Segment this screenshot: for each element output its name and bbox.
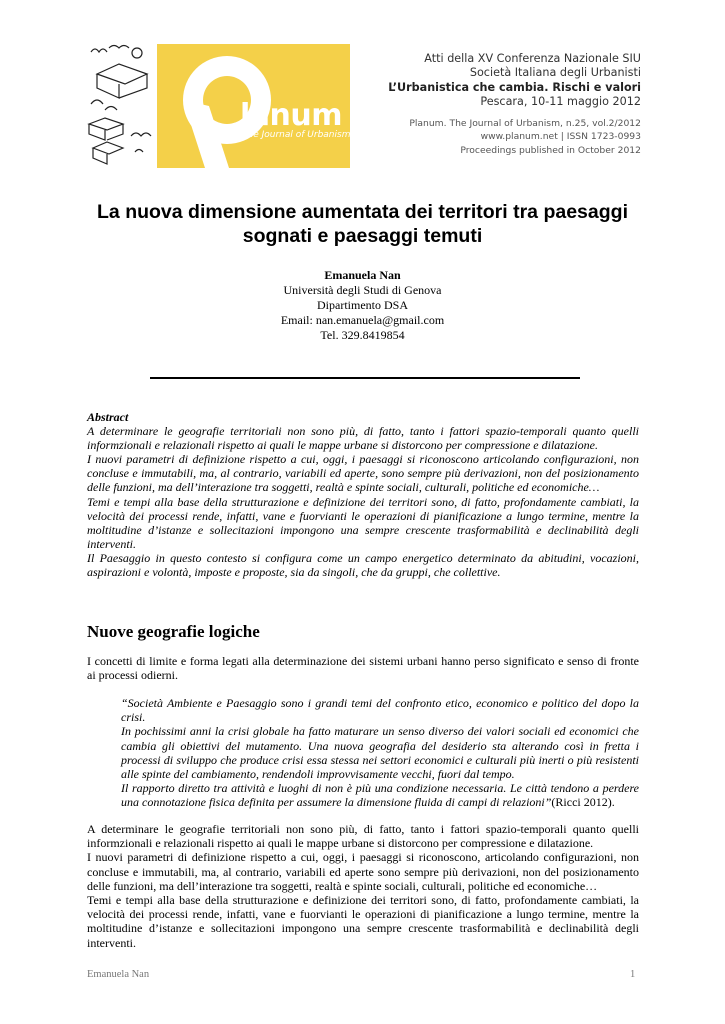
paper-title bbox=[60, 200, 665, 248]
author-affiliation: Università degli Studi di Genova bbox=[283, 283, 442, 297]
section-heading: Nuove geografie logiche bbox=[87, 622, 260, 641]
blockquote bbox=[121, 696, 639, 810]
conference-info bbox=[388, 52, 641, 158]
body-paragraph: I nuovi parametri di definizione rispetto a cui, oggi, i paesaggi si riconoscono, articolando configurazioni, non concluse e immutabili, ma, al contrario, variabili ed aperte sono sempre più derivazioni, non del posizionamento delle funzioni, ma dell’interazione tra soggetti, realtà e spinte sociali, culturali, politiche ed economiche… bbox=[87, 850, 639, 893]
body-text bbox=[87, 822, 639, 950]
conference-date: Pescara, 10-11 maggio 2012 bbox=[480, 95, 641, 109]
journal-line: Proceedings published in October 2012 bbox=[460, 145, 641, 157]
conference-line: Atti della XV Conferenza Nazionale SIU bbox=[424, 52, 641, 65]
abstract-paragraph: Temi e tempi alla base della strutturazione e definizione dei territori sono, di fatto, profondamente cambiati, la velocità dei processi rende, infatti, vane e fuorvianti le operazioni di pianificazione a lungo termine, mentre la moltitudine d’istanze e sollecitazioni impongono una sempre crescente trasformabilità e declinabilità degli interventi. bbox=[87, 494, 639, 551]
author-department: Dipartimento DSA bbox=[317, 298, 408, 312]
quote-citation: (Ricci 2012). bbox=[551, 795, 615, 810]
title-line: La nuova dimensione aumentata dei territori tra paesaggi bbox=[97, 201, 628, 223]
city-sketch-illustration bbox=[87, 44, 157, 168]
abstract-heading: Abstract bbox=[87, 410, 129, 424]
journal-line: Planum. The Journal of Urbanism, n.25, vol.2/2012 bbox=[409, 117, 641, 129]
quote-text: Il rapporto diretto tra attività e luoghi di non è più una condizione necessaria. Le città tendono a perdere una connotazione fisica definita per assumere la dimensione fluida di campi di relazioni” bbox=[121, 781, 639, 810]
quote-paragraph: In pochissimi anni la crisi globale ha fatto maturare un senso diverso dei valori sociali ed economici che cambia gli obiettivi del mutamento. Una nuova geografia del desiderio sta alterando così in fretta i processi di sviluppo che produce crisi essa stessa nei settori economici e culturali più inerti o più resistenti alle spinte del cambiamento, rendendoli improvvisamente vecchi, fuori dal tempo. bbox=[121, 724, 639, 782]
divider bbox=[150, 377, 580, 379]
author-name: Emanuela Nan bbox=[324, 268, 401, 282]
abstract-paragraph: A determinare le geografie territoriali non sono più, di fatto, tanto i fattori spazio-temporali quanto quelli informzionali e relazionali rispetto ai quali le mappe urbane si distorcono per compressione e dilatazione. bbox=[87, 424, 639, 453]
abstract-paragraph: I nuovi parametri di definizione rispetto a cui, oggi, i paesaggi si riconoscono articolando configurazioni, non concluse e immutabili, ma, al contrario, variabili ed aperte, sono sempre più derivazioni, non del posizionamento delle funzioni, ma dell’interazione tra soggetti, realtà e spinte sociali, culturali, politiche ed economiche… bbox=[87, 452, 639, 495]
quote-paragraph bbox=[121, 781, 639, 809]
planum-logo bbox=[87, 44, 350, 168]
page-number: 1 bbox=[630, 969, 636, 980]
author-block bbox=[0, 268, 725, 343]
abstract-paragraph: Il Paesaggio in questo contesto si configura come un campo energetico determinato da abitudini, vocazioni, aspirazioni e volontà, imposte e proposte, sia da singoli, che da gruppi, che collettive. bbox=[87, 550, 639, 580]
logo-subtitle: The Journal of Urbanism bbox=[242, 130, 350, 140]
journal-url[interactable]: www.planum.net | ISSN 1723-0993 bbox=[480, 131, 641, 143]
body-paragraph: Temi e tempi alla base della strutturazione e definizione dei territori sono, di fatto, profondamente cambiati, la velocità dei processi rende, infatti, vane e fuorvianti le operazioni di pianificazione a lungo termine, mentre la moltitudine d’istanze e sollecitazioni impongono una sempre crescente trasformabilità e declinabilità degli interventi. bbox=[87, 893, 639, 950]
author-email[interactable]: Email: nan.emanuela@gmail.com bbox=[280, 313, 445, 327]
abstract bbox=[87, 410, 639, 579]
title-line: sognati e paesaggi temuti bbox=[242, 225, 483, 247]
conference-theme: L’Urbanistica che cambia. Rischi e valori bbox=[388, 80, 641, 94]
body-paragraph: A determinare le geografie territoriali non sono più, di fatto, tanto i fattori spazio-temporali quanto quelli informzionali e relazionali rispetto ai quali le mappe urbane si distorcono per compressione e dilatazione. bbox=[87, 822, 639, 851]
section-intro: I concetti di limite e forma legati alla determinazione dei sistemi urbani hanno perso significato e senso di fronte ai processi odierni. bbox=[87, 654, 639, 683]
logo-wordmark: lanum bbox=[240, 98, 343, 133]
footer-author: Emanuela Nan bbox=[87, 969, 150, 980]
author-phone: Tel. 329.8419854 bbox=[320, 328, 405, 342]
conference-line: Società Italiana degli Urbanisti bbox=[469, 66, 641, 80]
quote-paragraph: “Società Ambiente e Paesaggio sono i grandi temi del confronto etico, economico e politico del dopo la crisi. bbox=[121, 696, 639, 725]
